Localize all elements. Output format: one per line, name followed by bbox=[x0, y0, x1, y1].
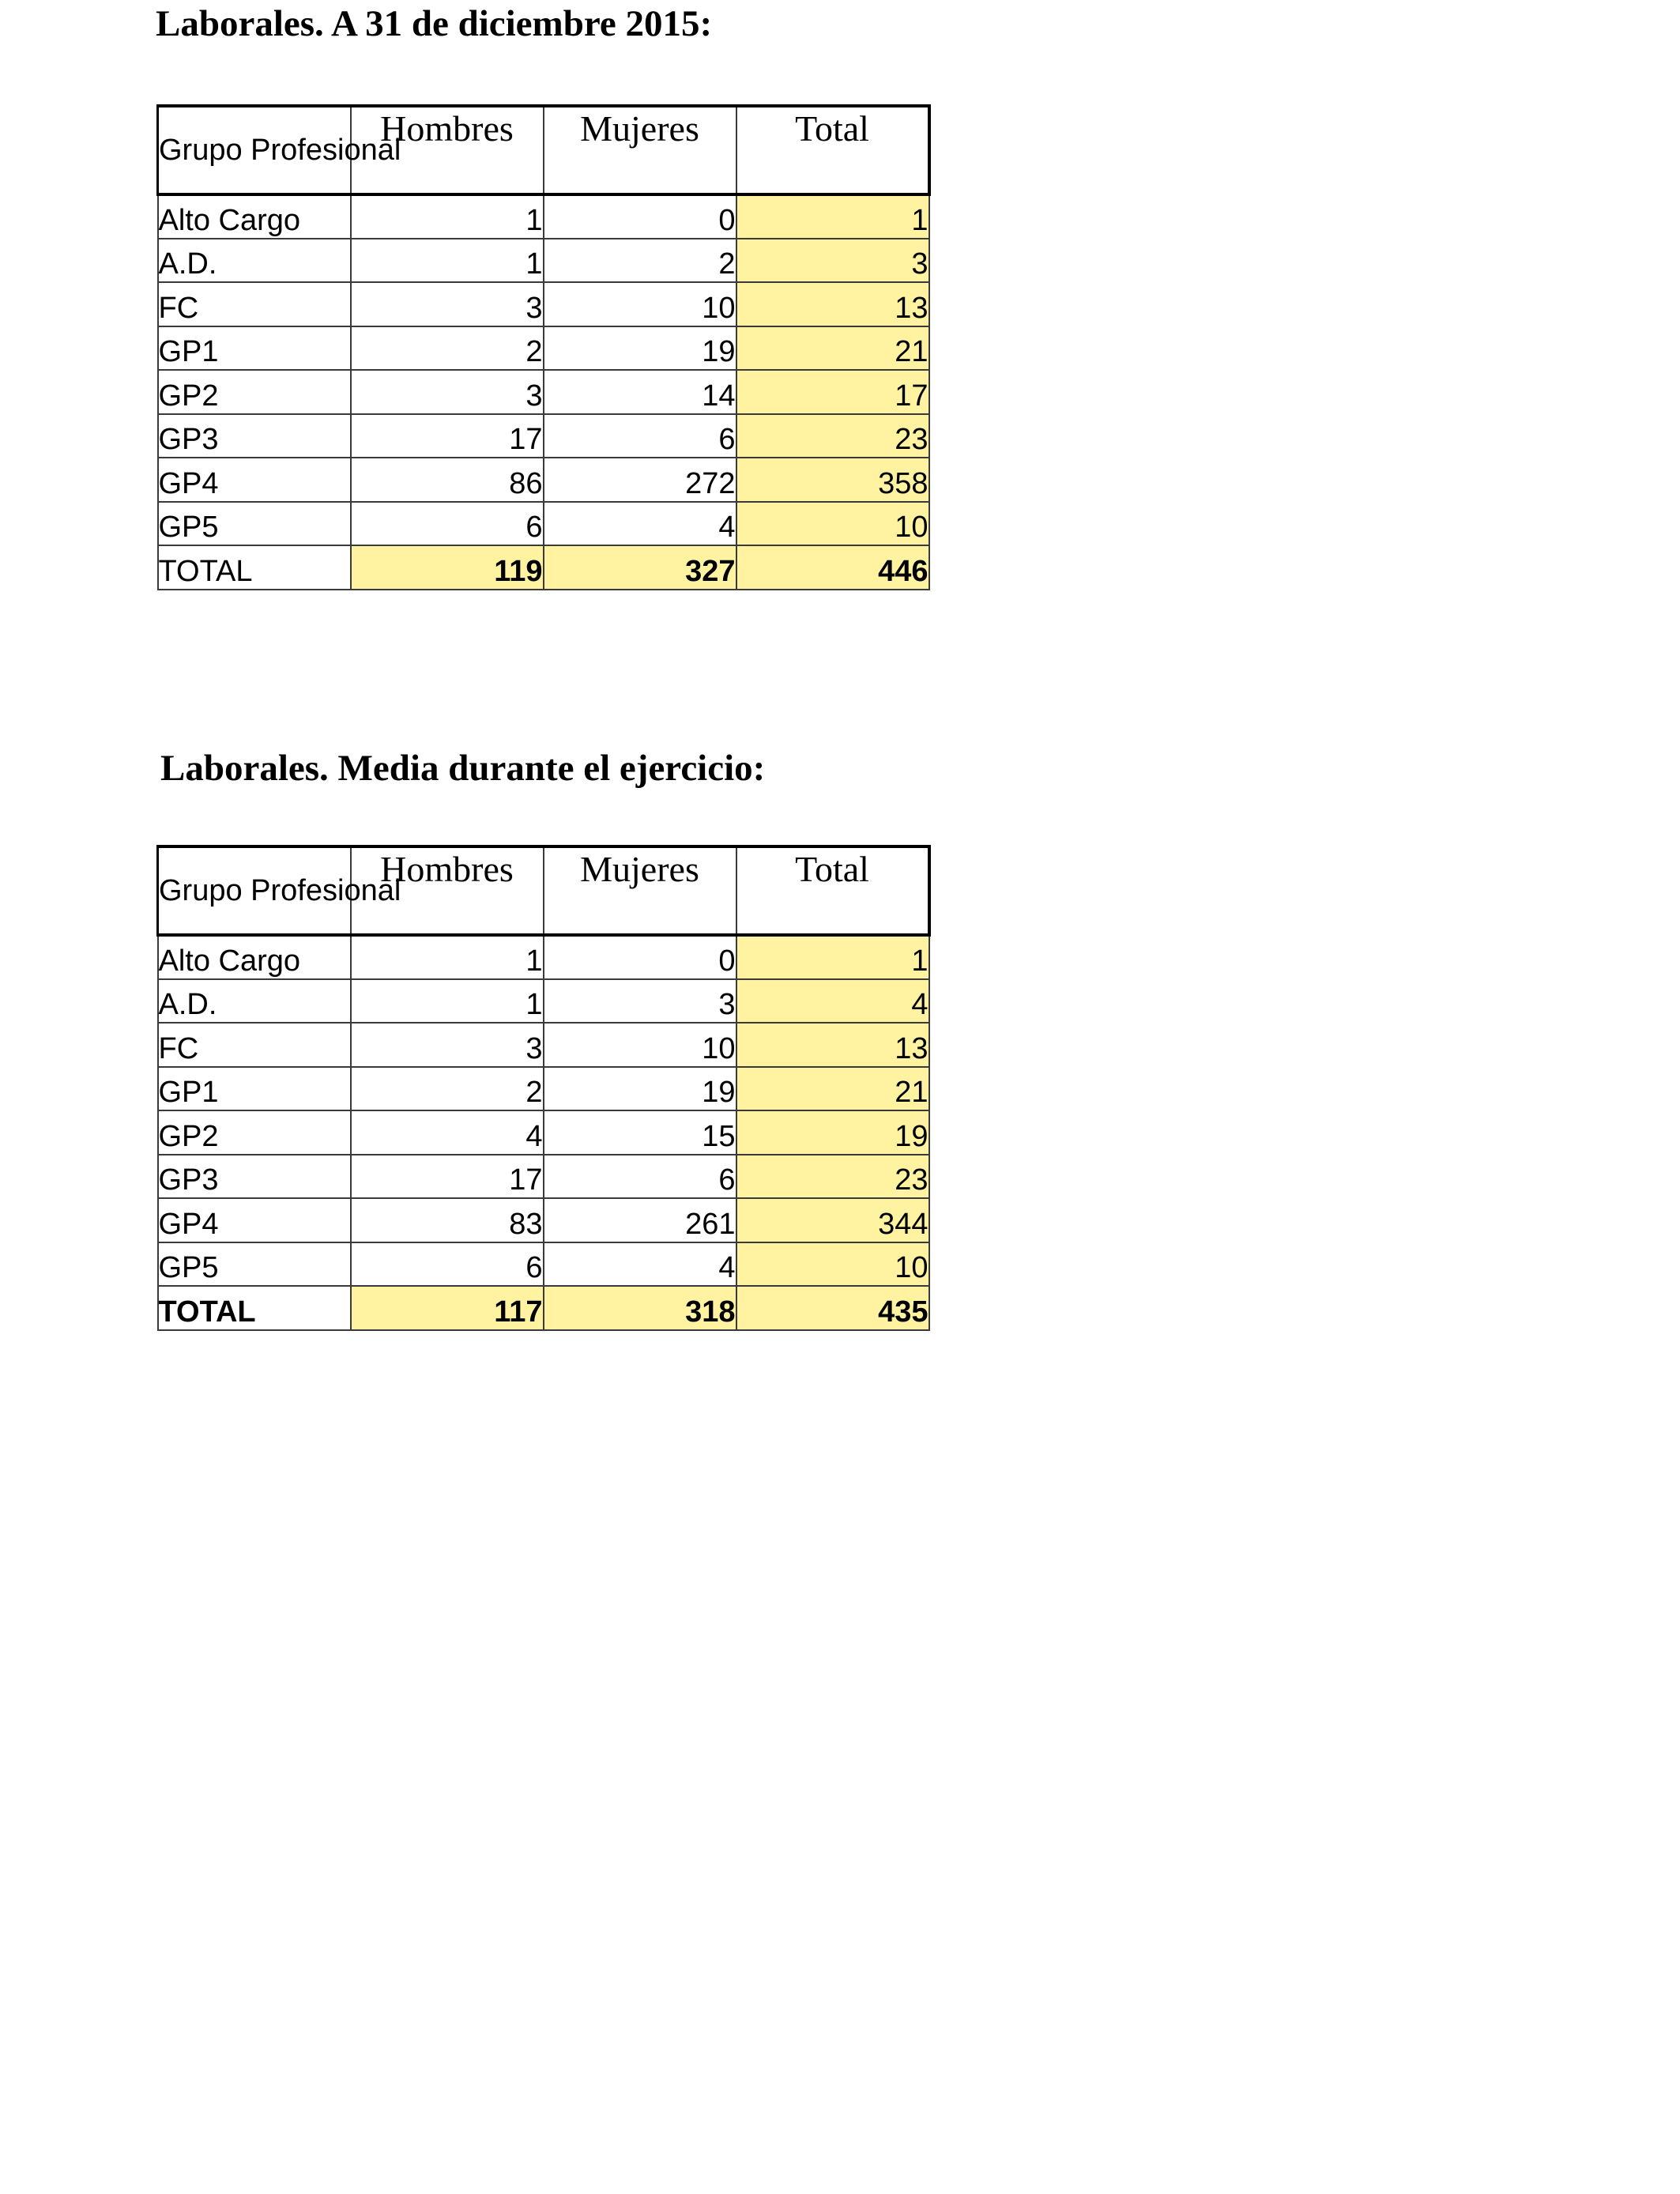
table-row bbox=[158, 935, 929, 979]
totals-row bbox=[158, 545, 929, 590]
totals-total: 446 bbox=[736, 545, 929, 590]
total-cell: 13 bbox=[736, 282, 929, 326]
group-cell: FC bbox=[158, 282, 351, 326]
total-cell: 17 bbox=[736, 370, 929, 414]
header-total: Total bbox=[736, 846, 929, 935]
table-header-row bbox=[158, 106, 929, 194]
group-cell: GP3 bbox=[158, 414, 351, 458]
totals-women: 318 bbox=[544, 1286, 736, 1330]
table-row bbox=[158, 1198, 929, 1242]
total-cell: 3 bbox=[736, 239, 929, 283]
table-header-row bbox=[158, 846, 929, 935]
table-row bbox=[158, 370, 929, 414]
header-group: Grupo Profesional bbox=[158, 106, 351, 194]
men-cell: 17 bbox=[351, 1155, 544, 1199]
section-title-average: Laborales. Media durante el ejercicio: bbox=[160, 748, 766, 789]
women-cell: 2 bbox=[544, 239, 736, 283]
totals-label: TOTAL bbox=[158, 1286, 351, 1330]
group-cell: A.D. bbox=[158, 239, 351, 283]
table-row bbox=[158, 458, 929, 502]
men-cell: 83 bbox=[351, 1198, 544, 1242]
staff-table-average bbox=[156, 845, 931, 1331]
group-cell: FC bbox=[158, 1023, 351, 1067]
women-cell: 0 bbox=[544, 194, 736, 239]
group-cell: GP5 bbox=[158, 502, 351, 546]
group-cell: GP2 bbox=[158, 1110, 351, 1155]
totals-women: 327 bbox=[544, 545, 736, 590]
group-cell: A.D. bbox=[158, 979, 351, 1023]
men-cell: 2 bbox=[351, 326, 544, 371]
total-cell: 10 bbox=[736, 502, 929, 546]
group-cell: GP4 bbox=[158, 1198, 351, 1242]
total-cell: 19 bbox=[736, 1110, 929, 1155]
header-women: Mujeres bbox=[544, 106, 736, 194]
men-cell: 3 bbox=[351, 282, 544, 326]
men-cell: 3 bbox=[351, 1023, 544, 1067]
men-cell: 3 bbox=[351, 370, 544, 414]
men-cell: 1 bbox=[351, 194, 544, 239]
total-cell: 23 bbox=[736, 1155, 929, 1199]
women-cell: 10 bbox=[544, 282, 736, 326]
women-cell: 4 bbox=[544, 502, 736, 546]
group-cell: GP3 bbox=[158, 1155, 351, 1199]
women-cell: 19 bbox=[544, 326, 736, 371]
men-cell: 4 bbox=[351, 1110, 544, 1155]
women-cell: 10 bbox=[544, 1023, 736, 1067]
women-cell: 4 bbox=[544, 1242, 736, 1287]
table-row bbox=[158, 414, 929, 458]
table-row bbox=[158, 502, 929, 546]
totals-men: 119 bbox=[351, 545, 544, 590]
table-row bbox=[158, 1155, 929, 1199]
totals-label: TOTAL bbox=[158, 545, 351, 590]
women-cell: 19 bbox=[544, 1067, 736, 1111]
women-cell: 15 bbox=[544, 1110, 736, 1155]
total-cell: 23 bbox=[736, 414, 929, 458]
total-cell: 21 bbox=[736, 1067, 929, 1111]
women-cell: 3 bbox=[544, 979, 736, 1023]
group-cell: GP1 bbox=[158, 326, 351, 371]
total-cell: 21 bbox=[736, 326, 929, 371]
men-cell: 6 bbox=[351, 1242, 544, 1287]
table-row bbox=[158, 194, 929, 239]
men-cell: 2 bbox=[351, 1067, 544, 1111]
totals-row bbox=[158, 1286, 929, 1330]
women-cell: 6 bbox=[544, 1155, 736, 1199]
group-cell: GP5 bbox=[158, 1242, 351, 1287]
women-cell: 14 bbox=[544, 370, 736, 414]
group-cell: GP1 bbox=[158, 1067, 351, 1111]
group-cell: GP2 bbox=[158, 370, 351, 414]
total-cell: 1 bbox=[736, 935, 929, 979]
header-men: Hombres bbox=[351, 106, 544, 194]
total-cell: 1 bbox=[736, 194, 929, 239]
header-total: Total bbox=[736, 106, 929, 194]
section-title-year-end: Laborales. A 31 de diciembre 2015: bbox=[156, 3, 713, 44]
total-cell: 4 bbox=[736, 979, 929, 1023]
women-cell: 6 bbox=[544, 414, 736, 458]
total-cell: 13 bbox=[736, 1023, 929, 1067]
table-row bbox=[158, 282, 929, 326]
women-cell: 272 bbox=[544, 458, 736, 502]
table-row bbox=[158, 1110, 929, 1155]
group-cell: GP4 bbox=[158, 458, 351, 502]
totals-total: 435 bbox=[736, 1286, 929, 1330]
header-women: Mujeres bbox=[544, 846, 736, 935]
men-cell: 1 bbox=[351, 239, 544, 283]
men-cell: 1 bbox=[351, 935, 544, 979]
total-cell: 344 bbox=[736, 1198, 929, 1242]
men-cell: 6 bbox=[351, 502, 544, 546]
men-cell: 1 bbox=[351, 979, 544, 1023]
totals-men: 117 bbox=[351, 1286, 544, 1330]
group-cell: Alto Cargo bbox=[158, 935, 351, 979]
table-row bbox=[158, 326, 929, 371]
table-row bbox=[158, 979, 929, 1023]
header-group: Grupo Profesional bbox=[158, 846, 351, 935]
table-row bbox=[158, 239, 929, 283]
group-cell: Alto Cargo bbox=[158, 194, 351, 239]
table-row bbox=[158, 1242, 929, 1287]
total-cell: 10 bbox=[736, 1242, 929, 1287]
table-row bbox=[158, 1067, 929, 1111]
women-cell: 261 bbox=[544, 1198, 736, 1242]
total-cell: 358 bbox=[736, 458, 929, 502]
women-cell: 0 bbox=[544, 935, 736, 979]
staff-table-year-end bbox=[156, 104, 931, 590]
men-cell: 86 bbox=[351, 458, 544, 502]
table-row bbox=[158, 1023, 929, 1067]
men-cell: 17 bbox=[351, 414, 544, 458]
header-men: Hombres bbox=[351, 846, 544, 935]
